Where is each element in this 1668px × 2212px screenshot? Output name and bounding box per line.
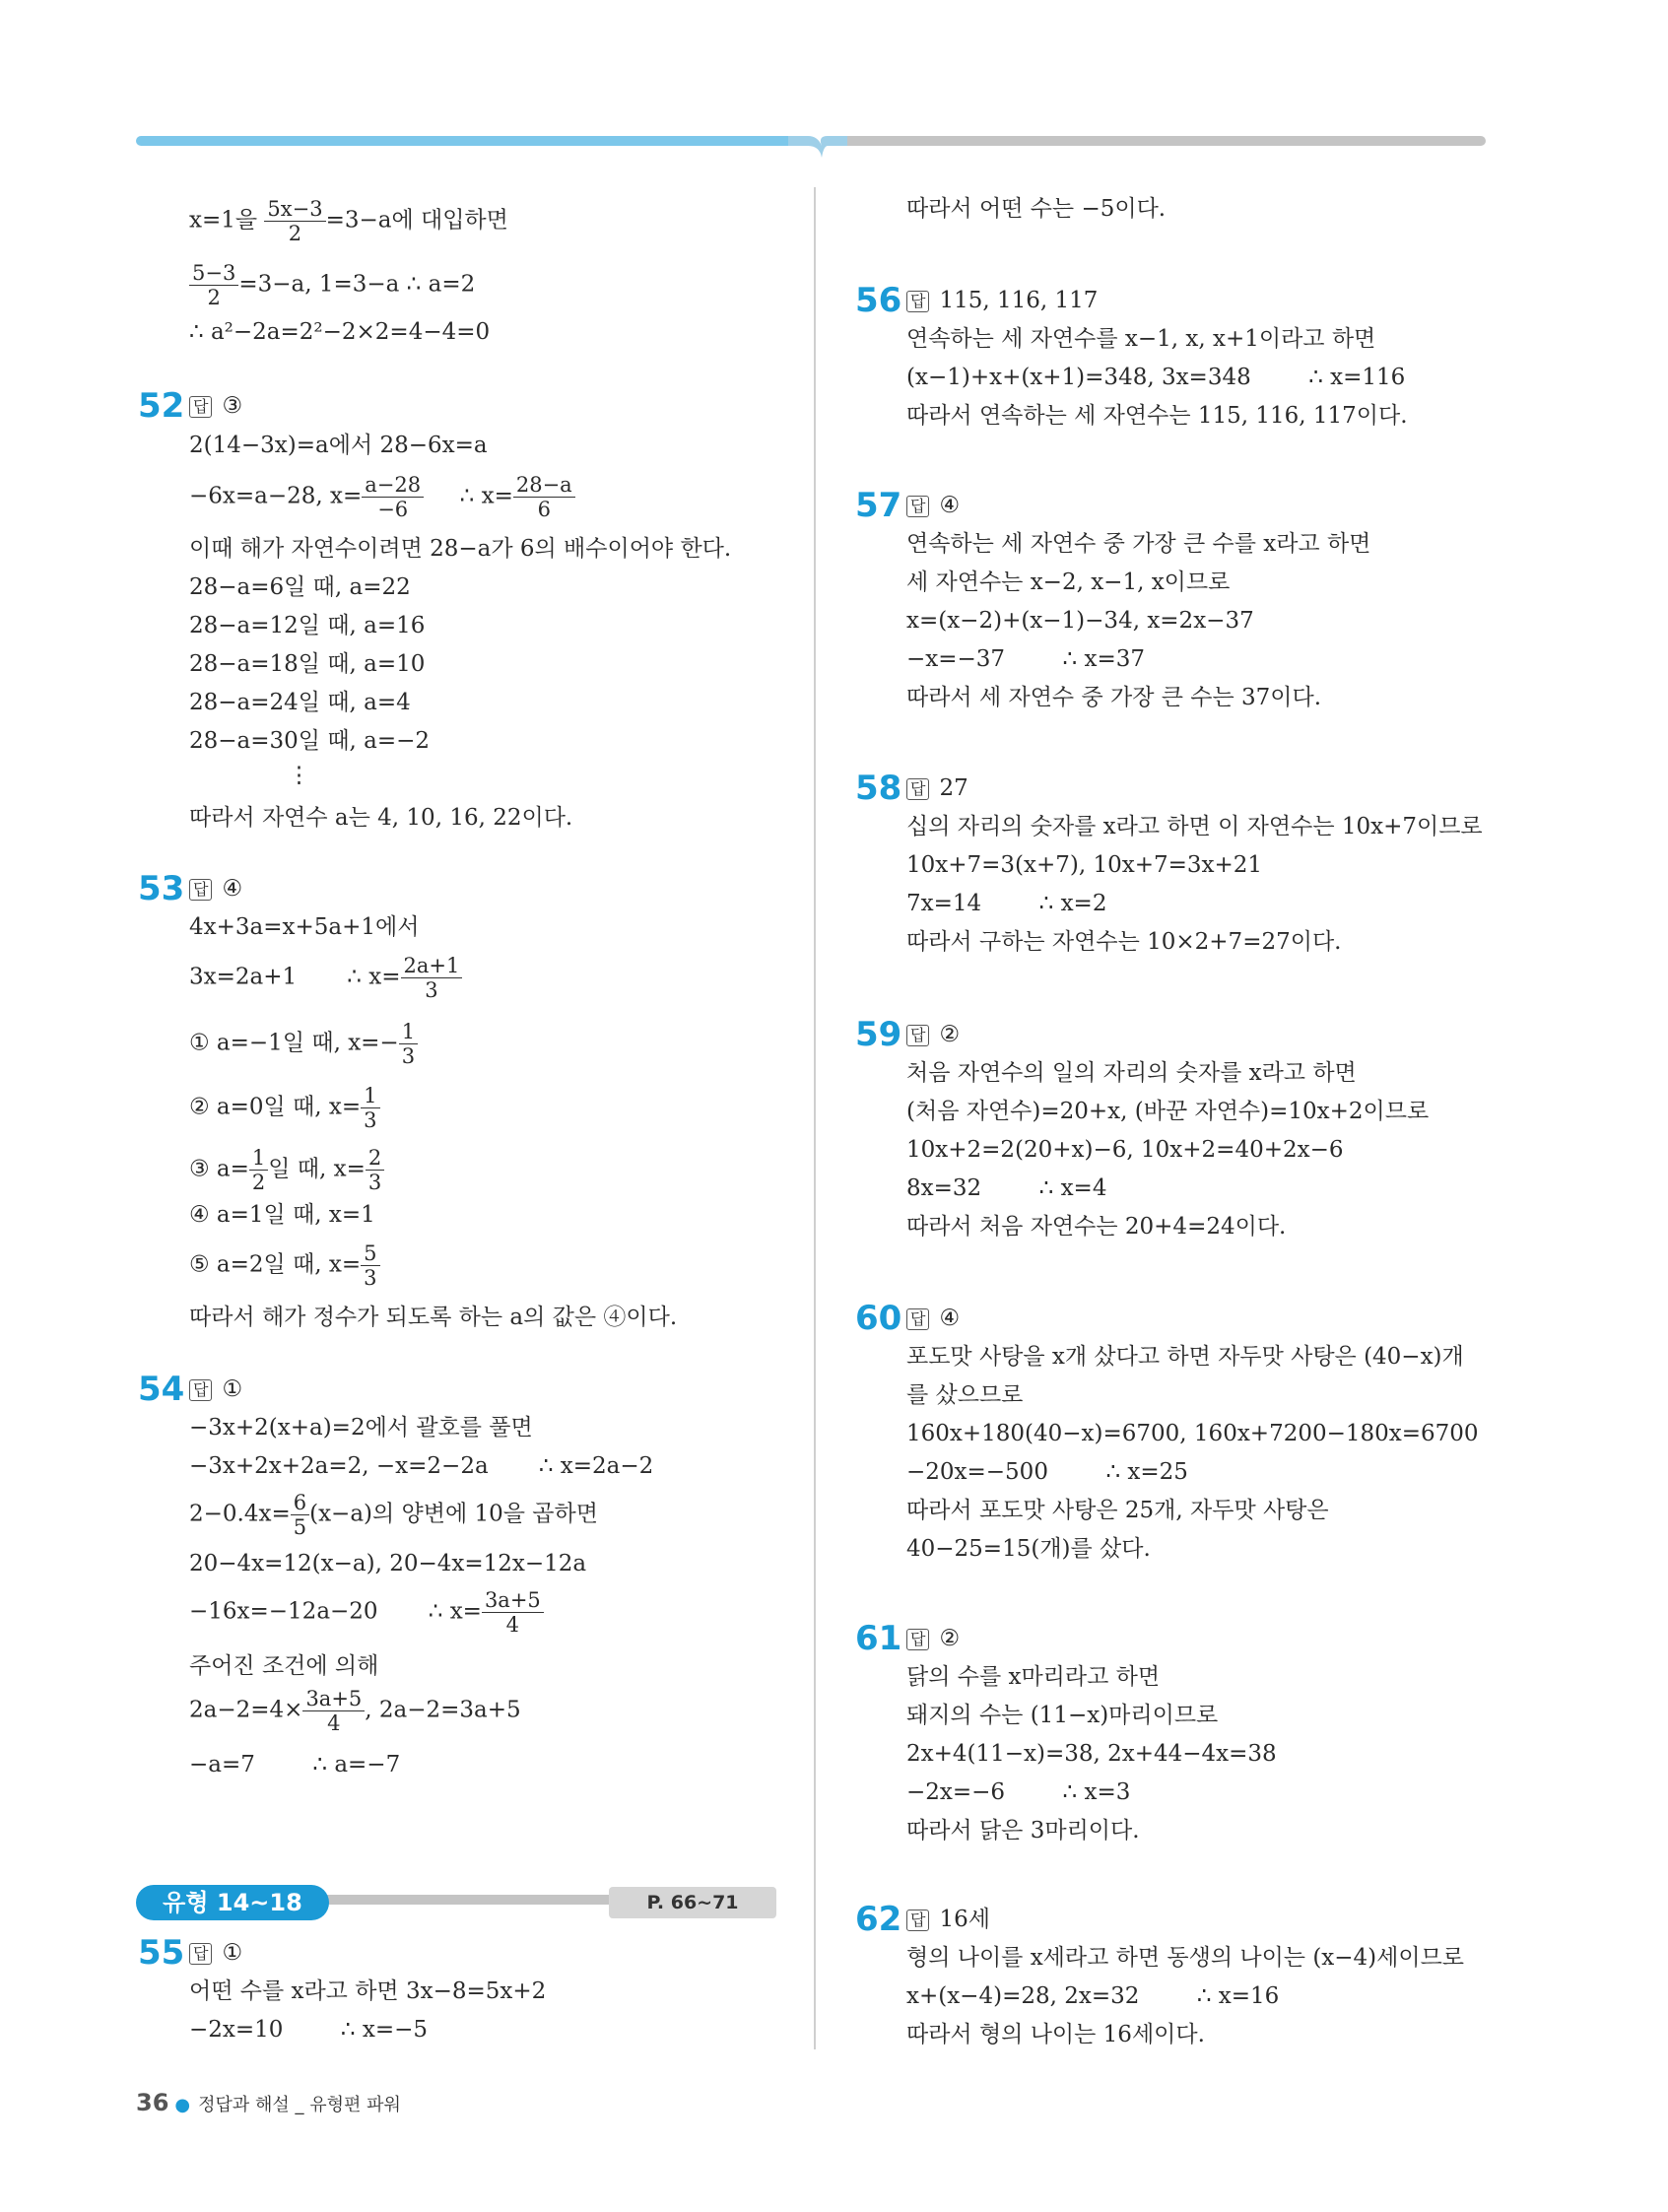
question-number: 52 (138, 386, 185, 426)
text: 3x=2a+1 ∴ x= (189, 964, 401, 990)
answer-value: 27 (939, 775, 968, 801)
answer-badge: 답 (906, 1025, 929, 1046)
solution-line: 7x=14 ∴ x=2 (906, 891, 1107, 916)
solution-line: 160x+180(40−x)=6700, 160x+7200−180x=6700 (906, 1421, 1479, 1446)
answer-value: ② (939, 1626, 961, 1651)
solution-line: −a=7 ∴ a=−7 (189, 1752, 401, 1777)
denominator: 5 (293, 1515, 307, 1539)
solution-line: 4x+3a=x+5a+1에서 (189, 914, 420, 940)
text: ⑤ a=2일 때, x= (189, 1251, 362, 1278)
answer-badge: 답 (189, 879, 212, 901)
page-footer (136, 2089, 401, 2116)
solution-line: −2x=10 ∴ x=−5 (189, 2017, 428, 2043)
answer-line (189, 1938, 242, 1968)
fraction (291, 1491, 309, 1539)
solution-line: 따라서 포도맛 사탕은 25개, 자두맛 사탕은 (906, 1498, 1329, 1523)
fraction (361, 1241, 379, 1290)
numerator: a−28 (362, 473, 424, 498)
text: , 2a−2=3a+5 (365, 1697, 521, 1723)
solution-line: 28−a=24일 때, a=4 (189, 690, 411, 715)
question-number: 62 (855, 1900, 902, 1939)
solution-line: 10x+7=3(x+7), 10x+7=3x+21 (906, 852, 1263, 878)
solution-line (189, 954, 462, 1002)
intro-line-3: ∴ a²−2a=2²−2×2=4−4=0 (189, 319, 491, 345)
numerator: 1 (361, 1084, 379, 1108)
section-page-range: P. 66~71 (609, 1887, 776, 1918)
denominator: 2 (207, 286, 221, 309)
solution-line: 주어진 조건에 의해 (189, 1653, 379, 1679)
solution-line: 형의 나이를 x세라고 하면 동생의 나이는 (x−4)세이므로 (906, 1945, 1465, 1971)
answer-badge: 답 (906, 1629, 929, 1650)
answer-badge: 답 (906, 778, 929, 800)
text: −16x=−12a−20 ∴ x= (189, 1598, 482, 1625)
denominator: 3 (401, 1044, 416, 1068)
answer-value: ④ (939, 1306, 961, 1331)
solution-line: 포도맛 사탕을 x개 샀다고 하면 자두맛 사탕은 (40−x)개 (906, 1344, 1464, 1370)
denominator: 3 (425, 978, 438, 1002)
denominator: −6 (377, 498, 409, 521)
solution-line: 따라서 구하는 자연수는 10×2+7=27이다. (906, 929, 1342, 955)
page-number: 36 (136, 2089, 169, 2116)
numerator: 5x−3 (264, 197, 325, 222)
solution-line: −3x+2(x+a)=2에서 괄호를 풀면 (189, 1415, 533, 1441)
solution-line: 2x+4(11−x)=38, 2x+44−4x=38 (906, 1741, 1277, 1767)
fraction (361, 1084, 379, 1132)
solution-line: x=(x−2)+(x−1)−34, x=2x−37 (906, 608, 1254, 634)
text: 2−0.4x= (189, 1501, 291, 1527)
section-header (136, 1885, 778, 1918)
denominator: 4 (327, 1711, 341, 1735)
solution-line: 따라서 세 자연수 중 가장 큰 수는 37이다. (906, 685, 1322, 710)
answer-value: ① (222, 1940, 243, 1966)
header-bar-notch (788, 134, 847, 164)
fraction (302, 1687, 365, 1735)
solution-line: 어떤 수를 x라고 하면 3x−8=5x+2 (189, 1978, 547, 2004)
choice-line (189, 1241, 380, 1290)
text: ③ a= (189, 1156, 249, 1182)
solution-line (189, 1687, 521, 1735)
solution-line: 처음 자연수의 일의 자리의 숫자를 x라고 하면 (906, 1060, 1357, 1086)
solution-line (189, 473, 575, 521)
bullet-icon: ● (174, 2095, 191, 2115)
numerator: 3a+5 (302, 1687, 365, 1711)
solution-line: 연속하는 세 자연수 중 가장 큰 수를 x라고 하면 (906, 531, 1371, 557)
solution-line: 이때 해가 자연수이려면 28−a가 6의 배수이어야 한다. (189, 536, 732, 562)
solution-line: 20−4x=12(x−a), 20−4x=12x−12a (189, 1551, 587, 1576)
numerator: 2a+1 (401, 954, 463, 978)
solution-line: 8x=32 ∴ x=4 (906, 1175, 1107, 1201)
question-number: 54 (138, 1370, 185, 1409)
solution-line: 2(14−3x)=a에서 28−6x=a (189, 433, 488, 458)
denominator: 4 (505, 1613, 520, 1637)
solution-line: 돼지의 수는 (11−x)마리이므로 (906, 1703, 1219, 1728)
numerator: 3a+5 (482, 1588, 544, 1613)
question-number: 59 (855, 1015, 902, 1054)
fraction (189, 261, 238, 309)
solution-line: 연속하는 세 자연수를 x−1, x, x+1이라고 하면 (906, 326, 1376, 352)
numerator: 1 (249, 1146, 268, 1171)
solution-line: 닭의 수를 x마리라고 하면 (906, 1664, 1161, 1690)
question-number: 58 (855, 769, 902, 808)
question-number: 57 (855, 486, 902, 525)
numerator: 1 (399, 1020, 418, 1044)
intro-line-1 (189, 197, 508, 245)
solution-line: 28−a=6일 때, a=22 (189, 574, 411, 600)
answer-line (906, 1624, 960, 1653)
answer-badge: 답 (906, 496, 929, 517)
column-divider (814, 187, 816, 2049)
solution-line (189, 1588, 544, 1637)
answer-badge: 답 (189, 396, 212, 418)
denominator: 3 (364, 1266, 377, 1290)
answer-value: ④ (222, 876, 243, 902)
answer-line (906, 1020, 960, 1049)
question-number: 53 (138, 869, 185, 908)
question-number: 56 (855, 281, 902, 320)
answer-badge: 답 (906, 1910, 929, 1931)
fraction (264, 197, 325, 245)
solution-line: 따라서 어떤 수는 −5이다. (906, 196, 1167, 222)
text: ∴ x= (424, 483, 513, 509)
header-bar-left (136, 136, 808, 146)
footer-title: 정답과 해설 _ 유형편 파워 (198, 2095, 401, 2115)
text: =3−a에 대입하면 (325, 207, 508, 234)
denominator: 3 (367, 1171, 382, 1194)
question-number: 55 (138, 1933, 185, 1973)
solution-line: (x−1)+x+(x+1)=348, 3x=348 ∴ x=116 (906, 365, 1406, 390)
solution-line: 따라서 자연수 a는 4, 10, 16, 22이다. (189, 805, 573, 831)
fraction (399, 1020, 418, 1068)
numerator: 2 (366, 1146, 384, 1171)
answer-value: ② (939, 1022, 961, 1047)
solution-line: −3x+2x+2a=2, −x=2−2a ∴ x=2a−2 (189, 1453, 654, 1479)
solution-line: ⋮ (288, 763, 310, 788)
text: ② a=0일 때, x= (189, 1094, 362, 1120)
text: =3−a, 1=3−a ∴ a=2 (238, 271, 476, 298)
answer-line (906, 773, 968, 803)
numerator: 5−3 (189, 261, 238, 286)
solution-line (189, 1491, 598, 1539)
fraction (366, 1146, 384, 1194)
solution-line: (처음 자연수)=20+x, (바꾼 자연수)=10x+2이므로 (906, 1099, 1430, 1124)
solution-line: 10x+2=2(20+x)−6, 10x+2=40+2x−6 (906, 1137, 1344, 1163)
solution-line: 따라서 해가 정수가 되도록 하는 a의 값은 ④이다. (189, 1305, 678, 1330)
answer-value: ③ (222, 393, 243, 419)
text: −6x=a−28, x= (189, 483, 363, 509)
solution-line: x+(x−4)=28, 2x=32 ∴ x=16 (906, 1983, 1280, 2009)
header-bar-right (828, 136, 1486, 146)
answer-badge: 답 (189, 1379, 212, 1401)
numerator: 5 (361, 1241, 379, 1266)
solution-line: 따라서 닭은 3마리이다. (906, 1818, 1140, 1843)
solution-line: 28−a=30일 때, a=−2 (189, 728, 431, 754)
fraction (401, 954, 463, 1002)
denominator: 2 (251, 1171, 266, 1194)
answer-line (189, 874, 242, 904)
solution-line: 28−a=12일 때, a=16 (189, 613, 426, 638)
solution-line: 를 샀으므로 (906, 1382, 1024, 1408)
answer-badge: 답 (906, 291, 929, 312)
denominator: 3 (364, 1108, 377, 1132)
answer-line (906, 286, 1098, 315)
answer-value: 16세 (939, 1907, 990, 1932)
solution-line: 세 자연수는 x−2, x−1, x이므로 (906, 570, 1231, 595)
choice-line (189, 1146, 384, 1194)
solution-line: −20x=−500 ∴ x=25 (906, 1459, 1188, 1485)
solution-line: 따라서 처음 자연수는 20+4=24이다. (906, 1214, 1287, 1240)
answer-badge: 답 (906, 1308, 929, 1330)
numerator: 6 (291, 1491, 309, 1515)
solution-line: 십의 자리의 숫자를 x라고 하면 이 자연수는 10x+7이므로 (906, 814, 1483, 839)
question-number: 61 (855, 1619, 902, 1658)
text: x=1을 (189, 207, 265, 234)
choice-line (189, 1020, 418, 1068)
solution-line: 28−a=18일 때, a=10 (189, 651, 426, 677)
text: 일 때, x= (268, 1156, 366, 1182)
answer-line (189, 1374, 242, 1404)
answer-line (189, 391, 242, 421)
section-title: 유형 14~18 (136, 1885, 329, 1920)
solution-line: −x=−37 ∴ x=37 (906, 646, 1145, 672)
answer-line (906, 1304, 960, 1333)
answer-line (906, 491, 960, 520)
question-number: 60 (855, 1299, 902, 1338)
answer-value: ④ (939, 493, 961, 518)
choice-line (189, 1084, 380, 1132)
text: ① a=−1일 때, x=− (189, 1030, 399, 1056)
answer-value: ① (222, 1376, 243, 1402)
solution-line: 따라서 연속하는 세 자연수는 115, 116, 117이다. (906, 403, 1408, 429)
solution-line: −2x=−6 ∴ x=3 (906, 1779, 1131, 1805)
answer-value: 115, 116, 117 (939, 288, 1099, 313)
choice-line: ④ a=1일 때, x=1 (189, 1202, 375, 1228)
solution-line: 따라서 형의 나이는 16세이다. (906, 2022, 1205, 2047)
fraction (249, 1146, 268, 1194)
denominator: 2 (288, 222, 302, 245)
fraction (362, 473, 424, 521)
text: (x−a)의 양변에 10을 곱하면 (309, 1501, 598, 1527)
denominator: 6 (537, 498, 551, 521)
fraction (482, 1588, 544, 1637)
answer-line (906, 1905, 990, 1934)
answer-badge: 답 (189, 1943, 212, 1965)
text: 2a−2=4× (189, 1697, 303, 1723)
intro-line-2 (189, 261, 475, 309)
fraction (513, 473, 575, 521)
numerator: 28−a (513, 473, 575, 498)
solution-line: 40−25=15(개)를 샀다. (906, 1536, 1151, 1562)
